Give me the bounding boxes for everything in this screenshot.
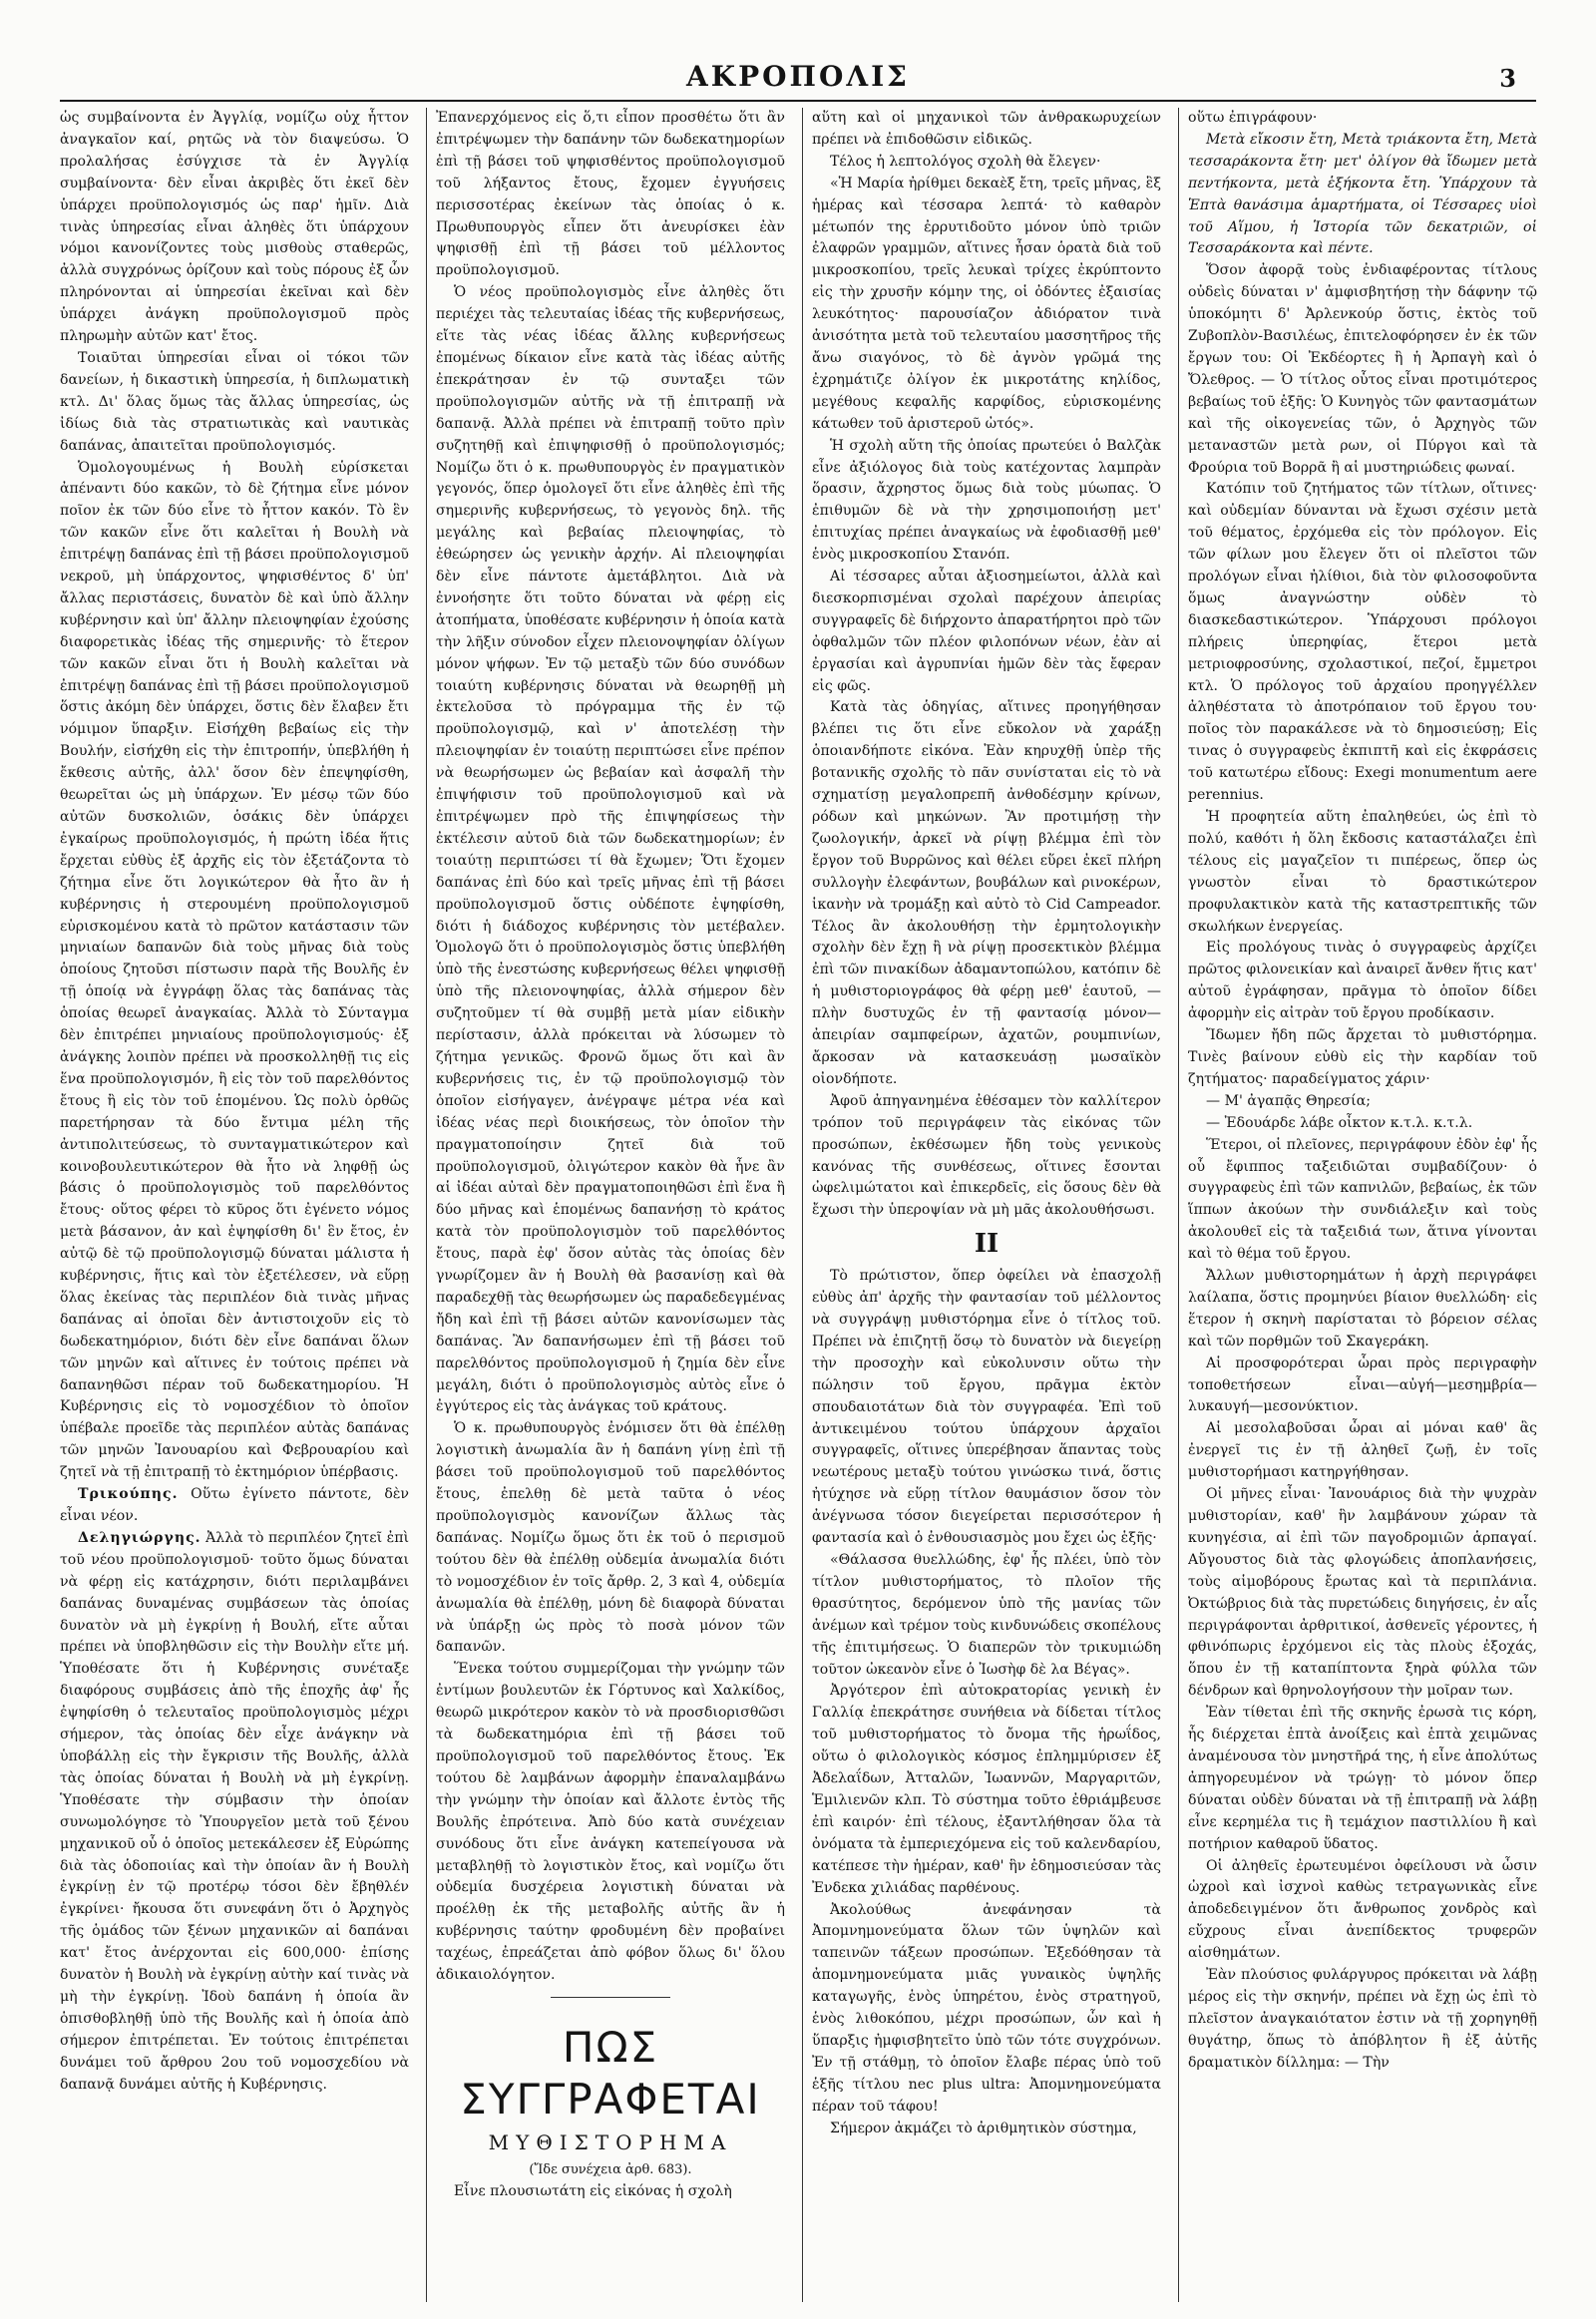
feature-subtitle: ΜΥΘΙΣΤΟΡΗΜΑ	[488, 2129, 733, 2154]
speaker-text: Οὕτω ἐγίνετο πάντοτε, δὲν εἶναι νέον.	[60, 1486, 409, 1524]
paragraph: Ἐὰν πλούσιος φυλάργυρος πρόκειται νὰ λάβῃ μέρος εἰς τὴν σκηνήν, πρέπει νὰ ἔχῃ ὡς ἐπὶ τὸ πλεῖστον ἀναγκαιότατον ἐστιν νὰ τῇ χορηγηθῇ θυγάτηρ, ὅπως τὸ ἀπόβλητον ἢ ἐξ ἀὐτῆς δραματικὸν δίλλημα: — Τὴν	[1188, 1967, 1537, 2071]
paragraph: Ἐὰν τίθεται ἐπὶ τῆς σκηνῆς ἐρωσὰ τις κόρη, ἧς διέρχεται ἑπτὰ ἀνοίξεις καὶ ἑπτὰ χειμῶνας ἀναμένουσα τὸν μνηστῆρά της, ἡ εἶνε ἀπολύτως ἀπηγορευμένον νὰ τρώγῃ· τὸ μόνον ὅπερ δύναται οὐδὲν δύναται νὰ τῇ ἐπιτραπῇ νὰ λάβῃ εἶνε κερημέλα τις ἢ τεμάχιον παστιλλίου ἢ καὶ ποτήριον καθαροῦ ὕδατος.	[1188, 1705, 1537, 1852]
speaker-text: Ἀλλὰ τὸ περιπλέον ζητεῖ ἐπὶ τοῦ νέου προϋπολογισμοῦ· τοῦτο ὅμως δύναται νὰ φέρῃ εἰς κατάχρησιν, διότι περιλαμβάνει δαπάνας δυναμένας συμβάσεων τὰς ὁποίας δυνατὸν νὰ μὴ ἐγκρίνῃ ἡ Βουλή, εἴτε αὗται πρέπει νὰ ὑποβληθῶσιν εἰς τὴν Βουλὴν εἴτε μή. Ὑποθέσατε ὅτι ἡ Κυβέρνησις συνέταξε διαφόρους συμβάσεις ἀπὸ τῆς ἐποχῆς ἀφ' ἧς ἐψηφίσθη ὁ τελευταῖος προϋπολογισμὸς μέχρι σήμερον, τὰς ὁποίας δὲν εἶχε ἀνάγκην νὰ ὑποβάλλῃ εἰς τὴν ἔγκρισιν τῆς Βουλῆς, ἀλλὰ τὰς ὁποίας δύναται ἡ Βουλὴ νὰ μὴ ἐγκρίνῃ. Ὑποθέσατε τὴν σύμβασιν τὴν ὁποίαν συνωμολόγησε τὸ Ὑπουργεῖον μετὰ τοῦ ξένου μηχανικοῦ οὗ ὁ ὁποῖος μετεκάλεσεν ἐξ Εὐρώπης διὰ τὰς ὁδοποιίας καὶ τὴν ὁποίαν ἂν ἡ Βουλὴ ἐγκρίνῃ ἐν τῷ προτέρῳ τόσοι δὲν ἔβηθλέν ἐγκρίνει· ἤκουσα ὅτι συνεφάνη ὅτι ὁ Ἀρχηγὸς τῆς ὁμάδος τῶν ξένων μηχανικῶν αἱ δαπάναι κατ' ἔτος ἀνέρχονται εἰς 600,000· ἐπίσης δυνατὸν ἡ Βουλὴ νὰ ἐγκρίνῃ αὐτὴν καί τινὰς νὰ μὴ τὴν ἐγκρίνῃ. Ἰδοὺ δαπάνη ἡ ὁποία ἂν ὁπισθοβληθῇ ὑπὸ τῆς Βουλῆς καὶ ἡ ὁποία ἀπὸ σήμερον ἐπιτρέπεται. Ἐν τούτοις ἐπιτρέπεται δυνάμει τοῦ ἄρθρου 2ου τοῦ νομοσχεδίου νὰ δαπανᾷ δυνάμει αὐτῆς ἡ Κυβέρνησις.	[60, 1529, 409, 2093]
paragraph: Ὅσον ἀφορᾷ τοὺς ἐνδιαφέροντας τίτλους οὐδεὶς δύναται ν' ἀμφισβητήσῃ τὴν δάφνην τῷ ὑποκόμητι δ' Ἀρλενκούρ ὅστις, ἐκτὸς τοῦ Ζυβοπλὸν-Βασιλέως, ἐπιτελοφόρησεν ἐν ἐκ τῶν ἔργων του: Οἱ Ἐκδέορτες ἢ ἡ Ἀρπαγὴ καὶ ὁ Ὄλεθρος. — Ὁ τίτλος οὗτος εἶναι προτιμότερος βεβαίως τοῦ ἑξῆς: Ὁ Κυνηγὸς τῶν φαντασμάτων καὶ τῆς οἰκογενείας τῶν, ὁ Ἀρχηγὸς τῶν μεταναστῶν μετὰ ρων, οἱ Πύργοι καὶ τὰ Φρούρια τοῦ Βορρᾶ ἢ αἱ μυστηριώδεις φωναί.	[1188, 262, 1537, 476]
separator	[551, 1997, 670, 1998]
column-1	[60, 108, 409, 2302]
paragraph: «Ἡ Μαρία ἠρίθμει δεκαὲξ ἔτη, τρεῖς μῆνας, ἓξ ἡμέρας καὶ τέσσαρα λεπτά· τὸ καθαρὸν μέτωπόν της ἐρρυτιδοῦτο μόνον ὑπὸ τριῶν ἐλαφρῶν γραμμῶν, αἵτινες ἦσαν ὁρατὰ διὰ τοῦ μικροσκοπίου, τρεῖς λευκαὶ τρίχες ἐκρύπτοντο εἰς τὴν χρυσῆν κόμην της, οἱ ὀδόντες ἐξαισίας λευκότητος· παρουσίαζον ἀδιόρατον τινὰ ἀνισότητα μετὰ τοῦ τελευταίου μασσητῆρος τῆς ἄνω σιαγόνος, τὸ δὲ ἀγνὸν γρῶμά της ἐχρημάτιζε ὀλίγον ἐκ μικροτάτης κηλίδος, μεγέθους κεφαλῆς καρφίδος, εὑρισκομένης κάτωθεν τοῦ ἀριστεροῦ ὠτός».	[812, 175, 1161, 432]
paragraph: Οἱ ἀληθεῖς ἐρωτευμένοι ὀφείλουσι νὰ ὦσιν ὠχροὶ καὶ ἰσχνοὶ καθὼς τετραγωνικὰς εἶνε ἀποδεδειγμένον ὅτι ἄνθρωπος χονδρὸς καὶ εὔχρους εἶναι ἀνεπίδεκτος τρυφερῶν αἰσθημάτων.	[1188, 1857, 1537, 1962]
columns	[60, 108, 1536, 2302]
paragraph: Εἰς προλόγους τινὰς ὁ συγγραφεὺς ἀρχίζει πρῶτος φιλονεικίαν καὶ ἀναιρεῖ ἄνθεν ἥτις κατ' αὐτοῦ ἐγράφησαν, πρᾶγμα τὸ ὁποῖον δίδει ἀφορμὴν εἰς αἰτρὰν τοῦ ἔργου προδίκασιν.	[1188, 940, 1537, 1022]
feature-reference: (Ἴδε συνέχεια ἀρθ. 683).	[529, 2161, 692, 2177]
speaker-name: Τρικούπης.	[78, 1486, 179, 1503]
paragraph: Αἱ προσφορότεραι ὧραι πρὸς περιγραφὴν τοποθετήσεων εἶναι—αὐγή—μεσημβρία—λυκαυγή—μεσονύκτιον.	[1188, 1354, 1537, 1415]
paragraph: Ὁμολογουμένως ἡ Βουλὴ εὑρίσκεται ἀπέναντι δύο κακῶν, τὸ δὲ ζήτημα εἶνε μόνον ποῖον ἐκ τῶν δύο εἶνε τὸ ἧττον κακόν. Τὸ ἓν τῶν κακῶν εἶνε ὅτι καλεῖται ἡ Βουλὴ νὰ ἐπιτρέψῃ δαπάνας ἐπὶ τῇ βάσει προϋπολογισμοῦ νεκροῦ, μὴ ὑπάρχοντος, ψηφισθέντος δ' ὑπ' ἄλλας περιστάσεις, δυνατὸν δὲ καὶ ὑπὸ ἄλλην κυβέρνησιν καὶ ὑπ' ἄλλην πλειοψηφίαν ἐχούσης διαφορετικὰς ἰδέας τῆς σημερινῆς· τὸ ἕτερον τῶν κακῶν εἶναι ὅτι ἡ Βουλὴ καλεῖται νὰ ἐπιτρέψῃ δαπάνας ἐπὶ τῇ βάσει προϋπολογισμοῦ ὅστις ἀκόμη δὲν ὑπάρχει, ὅστις δὲν ἔλαβεν ἔτι νόμιμον ὕπαρξιν. Εἰσήχθη βεβαίως εἰς τὴν Βουλήν, εἰσήχθη εἰς τὴν ἐπιτροπήν, ὑπεβλήθη ἡ ἔκθεσις αὐτῆς, ἀλλ' ὅσον δὲν ἐπεψηφίσθη, θεωρεῖται ὡς μὴ ὑπάρχων. Ἐν μέσῳ τῶν δύο αὐτῶν δυσκολιῶν, ὁσάκις δὲν ὑπάρχει ἐγκαίρως προϋπολογισμός, ἡ πρώτη ἰδέα ἥτις ἔρχεται εὐθὺς ἐξ ἀρχῆς εἰς τὸν ἐξετάζοντα τὸ ζήτημα εἶνε ὅτι λογικώτερον θὰ ἦτο ἂν ἡ κυβέρνησις ἡ στερουμένη προϋπολογισμοῦ εὑρισκομένου κατὰ τὸ πρῶτον κατάστασιν τῶν μηνιαίων δαπανῶν διὰ τοὺς μῆνας διὰ τοὺς ὁποίους ζητοῦσι πίστωσιν παρὰ τῆς Βουλῆς ἐν τῇ ὁποίᾳ νὰ ἐγγράφῃ ὅλας τὰς δαπάνας τὰς ὁποίας θεωρεῖ ἀναγκαίας. Ἀλλὰ τὸ Σύνταγμα δὲν ἐπιτρέπει μηνιαίους προϋπολογισμούς· ἐξ ἀνάγκης λοιπὸν πρέπει νὰ προσκολληθῇ τις εἰς ἕνα προϋπολογισμόν, ἢ εἰς τὸν τοῦ παρελθόντος ἔτους ἢ εἰς τὸν τοῦ ἑπομένου. Ὡς πολὺ ὀρθῶς παρετήρησαν τὰ δύο ἔντιμα μέλη τῆς ἀντιπολιτεύσεως, τὸ συνταγματικώτερον καὶ κοινοβουλευτικώτερον θὰ ἦτο νὰ ληφθῇ ὡς βάσις ὁ προϋπολογισμὸς τοῦ παρελθόντος ἔτους· οὕτος φέρει τὸ κῦρος ὅτι ἐγένετο νόμος μετὰ βάσανον, ἀν καὶ ἐψηφίσθη δι' ἓν ἔτος, ἐν αὐτῷ δὲ τῷ προϋπολογισμῷ δύναται μάλιστα ἡ κυβέρνησις, ἥτις καὶ τὸν ἐξετέλεσεν, νὰ εὕρῃ ὅλας ἐκείνας τὰς περιπλέον διὰ τινὰς μῆνας δαπάνας αἱ ὁποῖαι δὲν ἀντιστοιχοῦν εἰς τὸ δωδεκατημόριον, διότι δὲν εἶνε δαπάναι ὅλων τῶν μηνῶν καὶ αἵτινες ἐν τούτοις πρέπει νὰ δαπανηθῶσι πέραν τοῦ δωδεκατημορίου. Ἡ Κυβέρνησις εἰς τὸ νομοσχέδιον τὸ ὁποῖον ὑπέβαλε προεῖδε τὰς περιπλέον αὐτὰς δαπάνας τῶν μηνῶν Ἰανουαρίου καὶ Φεβρουαρίου καὶ ζητεῖ νὰ τῇ ἐπιτραπῇ τὸ ἐκτημόριον ὑπέρβασις.	[60, 459, 409, 1481]
paragraph: Αἱ τέσσαρες αὗται ἀξιοσημείωτοι, ἀλλὰ καὶ διεσκορπισμέναι σχολαὶ παρέχουν ἀπειρίας συγγραφεῖς δὲ διήρχοντο ἀπαρατήρητοι πρὸ τῶν ὀφθαλμῶν τῶν πλέον φιλοπόνων νέων, ἐὰν αἱ ἐργασίαι καὶ ἀγρυπνίαι ἡμῶν δὲν τὰς ἔφεραν εἰς φῶς.	[812, 569, 1161, 694]
masthead	[60, 60, 1536, 102]
paragraph: Ἡ προφητεία αὕτη ἐπαληθεύει, ὡς ἐπὶ τὸ πολύ, καθότι ἡ ὅλη ἔκδοσις καταστάλαζει ἐπὶ τέλους εἰς μαγαζεῖον τι πιπέρεως, ὅπερ ὠς γνωστὸν εἶναι τὸ δραστικώτερον προφυλακτικὸν κατὰ τῆς καταστρεπτικῆς τῶν σκωλήκων ἐνεργείας.	[1188, 809, 1537, 935]
paragraph: Ἀργότερον ἐπὶ αὐτοκρατορίας γενικὴ ἐν Γαλλίᾳ ἐπεκράτησε συνήθεια νὰ δίδεται τίτλος τοῦ μυθιστορήματος τὸ ὄνομα τῆς ἡρωΐδος, οὕτω ὁ φιλολογικὸς κόσμος ἐπλημμύρισεν ἐξ Ἀδελαΐδων, Ἀτταλῶν, Ἰωαννῶν, Μαργαριτῶν, Ἑμιλιενῶν κλπ. Τὸ σύστημα τοῦτο ἐθριάμβευσε ἐπὶ καιρόν· ἐπὶ τέλους, ἐξαντλήθησαν ὅλα τὰ ὀνόματα τὰ ἐμπεριεχόμενα εἰς τοῦ καλενδαρίου, κατέπεσε τὴν ἡμέραν, καθ' ἣν ἐδημοσιεύσαν τὰς Ἐνδεκα χιλιάδας παρθένους.	[812, 1683, 1161, 1896]
page-number: 3	[1499, 64, 1516, 93]
paragraph: — Μ' ἀγαπᾷς Θηρεσία;	[1206, 1092, 1371, 1109]
paragraph: Ἐπανερχόμενος εἰς ὅ,τι εἶπον προσθέτω ὅτι ἂν ἐπιτρέψωμεν τὴν δαπάνην τῶν δωδεκατημορίων ἐπὶ τῇ βάσει τοῦ ψηφισθέντος προϋπολογισμοῦ τοῦ λήξαντος ἔτους, ἔχομεν ἐγγυήσεις περισσοτέρας ἐκείνων τὰς ὁποίας ὁ κ. Πρωθυπουργὸς εἶπεν ὅτι ἀνευρίσκει ἐὰν ψηφισθῇ ἐπὶ τῇ βάσει τοῦ μέλλοντος προϋπολογισμοῦ.	[436, 110, 785, 279]
speaker-name: Δεληγιώργης.	[78, 1529, 201, 1546]
paragraph: Κατόπιν τοῦ ζητήματος τῶν τίτλων, οἵτινες· καὶ οὐδεμίαν δύνανται νὰ ἔχωσι σχέσιν μετὰ τοῦ θέματος, ἐρχόμεθα εἰς τὸν πρόλογον. Εἰς τῶν φίλων μου ἔλεγεν ὅτι οἱ πλεῖστοι τῶν προλόγων εἶναι ἠλίθιοι, διὰ τὸν φιλοσοφοῦντα ὅμως ἀναγνώστην οὐδὲν τὸ διασκεδαστικώτερον. Ὑπάρχουσι πρόλογοι πλήρεις ὑπερηφίας, ἕτεροι μετὰ μετριοφροσύνης, σχολαστικοί, πεζοί, ἔμμετροι κτλ. Ὁ πρόλογος τοῦ ἀρχαίου προηγγέλλεν ἀληθέστατα τὸ ἀποτρόπαιον τοῦ ἔργου του· ποῖος τὸν παρακάλεσε νὰ τὸ δημοσιεύσῃ; Εἰς τινας ὁ συγγραφεὺς ἐκπιπτῆ καὶ εἰς ἐκφράσεις τοῦ κατωτέρω εἴδους: Exegi monumentum aere perennius.	[1188, 481, 1537, 804]
paragraph: Κατὰ τὰς ὁδηγίας, αἵτινες προηγήθησαν βλέπει τις ὅτι εἶνε εὔκολον νὰ χαράξῃ ὁποιανδήποτε εἰκόνα. Ἐὰν κηρυχθῇ ὑπὲρ τῆς βοτανικῆς σχολῆς τὸ πᾶν συνίσταται εἰς τὸ νὰ σχηματίσῃ μεγαλοπρεπῆ ἀνθοδέσμην κρίνων, ρόδων καὶ μηκώνων. Ἂν προτιμήσῃ τὴν ζωολογικήν, ἀρκεῖ νὰ ρίψῃ βλέμμα ἐπὶ τὸν ἔργον τοῦ Βυρρῶνος καὶ θέλει εὕρει ἐκεῖ πλήρη συλλογὴν ἐλεφάντων, βουβάλων καὶ ρινοκέρων, ἱκανὴν νὰ τρομάξῃ καὶ αὐτὸ τὸ Cid Campeador. Τέλος ἂν ἀκολουθήσῃ τὴν ἐρμητολογικὴν σχολὴν δὲν ἔχῃ ἢ νὰ ρίψῃ προσεκτικὸν βλέμμα ἐπὶ τῶν πινακίδων ἀδαμαντοπώλου, κατόπιν δὲ ἡ μυθιστοριογράφος θὰ φέρῃ μεθ' ἑαυτοῦ, —πλὴν δυστυχῶς ἐν τῇ φαντασίᾳ μόνον—ἀπειρίαν σαμπφείρων, ἀχατῶν, ρουμπινίων, ἄρκοσαν νὰ κατασκευάσῃ μωσαϊκὸν οἰονδήποτε.	[812, 699, 1161, 1087]
newspaper-title: ΑΚΡΟΠΟΛΙΣ	[686, 60, 910, 93]
paragraph: Ἡ σχολὴ αὕτη τῆς ὁποίας πρωτεύει ὁ Βαλζὰκ εἶνε ἀξιόλογος διὰ τοὺς κατέχοντας λαμπρὰν ὅρασιν, ἄχρηστος ὅμως διὰ τοὺς μύωπας. Ὁ ἐπιθυμῶν δὲ νὰ τὴν χρησιμοποιήσῃ μετ' ἐπιτυχίας πρέπει ἀναγκαίως νὰ ἐφοδιασθῇ μεθ' ἑνὸς μικροσκοπίου Στανόπ.	[812, 437, 1161, 564]
paragraph: Τέλος ἡ λεπτολόγος σχολὴ θὰ ἔλεγεν·	[830, 153, 1101, 170]
column-rule	[426, 108, 427, 2302]
column-4	[1188, 108, 1537, 2302]
paragraph: Ἕνεκα τούτου συμμερίζομαι τὴν γνώμην τῶν ἐντίμων βουλευτῶν ἐκ Γόρτυνος καὶ Χαλκίδος, θεωρῶ μικρότερον κακὸν τὸ νὰ προσδιορισθῶσι τὰ δωδεκατημόρια ἐπὶ τῇ βάσει τοῦ προϋπολογισμοῦ τοῦ παρελθόντος ἔτους. Ἐκ τούτου δὲ λαμβάνων ἀφορμὴν ἐπαναλαμβάνω τὴν γνώμην τὴν ὁποίαν καὶ ἄλλοτε ἐντὸς τῆς Βουλῆς ἐπρότεινα. Ἀπὸ δύο κατὰ συνέχειαν συνόδους ὅτι εἶνε ἀνάγκη κατεπείγουσα νὰ μεταβληθῇ τὸ λογιστικὸν ἔτος, καὶ νομίζω ὅτι οὐδεμία δυσχέρεια λογιστικὴ δύναται νὰ προέλθῃ ἐκ τῆς μεταβολῆς αὐτῆς ἂν ἡ κυβέρνησις ταύτην φροδυμένη δὲν προβαίνει ταχέως, ἐπρεάζεται ἀπὸ φόβον ὅλως δι' ὅλου ἀδικαιολόγητον.	[436, 1661, 785, 1984]
paragraph: — Ἐδουάρδε λάβε οἶκτον κ.τ.λ. κ.τ.λ.	[1206, 1114, 1473, 1131]
section-number: ΙΙ	[974, 1229, 999, 1260]
column-rule	[802, 108, 803, 2302]
paragraph: Ἀκολούθως ἀνεφάνησαν τὰ Ἀπομνημονεύματα ὅλων τῶν ὑψηλῶν καὶ ταπεινῶν τάξεων προσώπων. Ἐξεδόθησαν τὰ ἀπομνημονεύματα μιᾶς γυναικὸς ὑψηλῆς καταγωγῆς, ἑνὸς ὑπηρέτου, ἑνὸς στρατηγοῦ, ἑνὸς λιθοκόπου, μέχρι προσώπων, ὧν καὶ ἡ ὕπαρξις ἠμφισβητεῖτο ὑπὸ τῶν τότε συγχρόνων. Ἐν τῇ στάθμῃ, τὸ ὁποῖον ἔλαβε πέρας ὑπὸ τοῦ ἑξῆς τίτλου nec plus ultra: Ἀπομνημονεύματα πέραν τοῦ τάφου!	[812, 1901, 1161, 2115]
paragraph: Ἀφοῦ ἀπηγανημένα ἐθέσαμεν τὸν καλλίτερον τρόπον τοῦ περιγράφειν τὰς εἰκόνας τῶν προσώπων, ἐκθέσωμεν ἤδη τοὺς γενικοὺς κανόνας τῆς συνθέσεως, οἵτινες ἔσονται ὠφελιμώτατοι καὶ ἐπικερδεῖς, εἰς ὅσους δὲν θὰ ἔχωσι τὴν ὑπεροψίαν νὰ μὴ μᾶς ἀκολουθήσωσι.	[812, 1092, 1161, 1219]
column-2	[436, 108, 785, 2302]
paragraph: Ἄλλων μυθιστορημάτων ἡ ἀρχὴ περιγράφει λαίλαπα, ὅστις προμηνύει βίαιον θυελλώδη· εἰς ἕτερον ἡ σκηνὴ παρίσταται τὸ βόρειον σέλας καὶ τῶν πορθμῶν τοῦ Σκαγεράκη.	[1188, 1268, 1537, 1350]
paragraph: Ὁ νέος προϋπολογισμὸς εἶνε ἀληθὲς ὅτι περιέχει τὰς τελευταίας ἰδέας τῆς κυβερνήσεως, εἴτε τὰς νέας ἰδέας ἄλλης κυβερνήσεως ἐπομένως δίκαιον εἶνε κατὰ τὰς ἰδέας αὐτῆς ἐπεκράτησαν ἐν τῷ συνταξει τῶν προϋπολογισμῶν αὐτῆς νὰ τῇ ἐπιτραπῇ νὰ δαπανᾷ. Ἀλλὰ πρέπει νὰ ἐπιτραπῇ τοῦτο πρὶν συζητηθῇ καὶ ἐπιψηφισθῇ ὁ προϋπολογισμός; Νομίζω ὅτι ὁ κ. πρωθυπουργὸς ἐν πραγματικὸν γεγονός, ὅπερ ὁμολογεῖ ὅτι εἶνε ἀληθὲς ἐπὶ τῆς σημερινῆς κυβερνήσεως, τὸ γεγονὸς δηλ. τῆς μεγάλης καὶ βεβαίας πλειοψηφίας, τὸ ἐθεώρησεν ὡς γενικὴν ἀρχήν. Αἱ πλειοψηφίαι δὲν εἶνε πάντοτε ἀμετάβλητοι. Διὰ νὰ ἐννοήσητε ὅτι τοῦτο δύναται νὰ φέρῃ εἰς ἀτοπήματα, ὑποθέσατε κυβέρνησιν ἡ ὁποία κατὰ τὴν λῆξιν σύνοδον εἶχεν πλειονοψηφίαν ὀλίγων μόνον ψήφων. Ἐν τῷ μεταξὺ τῶν δύο συνόδων τοιαύτη κυβέρνησις δύναται νὰ θεωρηθῇ μὴ ἐκτελοῦσα τὸ πρόγραμμα τῆς ἐν τῷ προϋπολογισμῷ, καὶ ν' ἀποτελέσῃ τὴν πλειοψηφίαν ἐν τοιαύτῃ περιπτώσει εἶνε πρέπον νὰ θεωρήσωμεν ὡς βεβαίαν καὶ ἀσφαλῆ τὴν ἐπιψήφισιν τοῦ προϋπολογισμοῦ καὶ νὰ ἐπιτρέψωμεν πρὸ τῆς ἐπιψηφίσεως τὴν ἐκτέλεσιν αὐτοῦ διὰ τῶν δωδεκατημορίων; ἐν τοιαύτῃ περιπτώσει τί θὰ ἔχωμεν; Ὅτι ἔχομεν δαπάνας ἐπὶ δύο καὶ τρεῖς μῆνας ἐπὶ τῇ βάσει προϋπολογισμοῦ ὅστις οὐδέποτε ἐψηφίσθη, διότι ἡ διάδοχος κυβέρνησις τὸν μετέβαλεν. Ὁμολογῶ ὅτι ὁ προϋπολογισμὸς ὅστις ὑπεβλήθη ὑπὸ τῆς ἐνεστώσης κυβερνήσεως θέλει ψηφισθῇ ὑπὸ τῆς πλειονοψηφίας, ἀλλὰ σήμερον δὲν συζητοῦμεν τί θὰ συμβῇ μετὰ μίαν εἰδικὴν περίστασιν, ἀλλὰ πρόκειται νὰ λύσωμεν τὸ ζήτημα γενικῶς. Φρονῶ ὅμως ὅτι καὶ ἂν κυβερνήσεις τις, ἐν τῷ προϋπολογισμῷ τὸν ὁποῖον εἰσήγαγεν, ἀνέγραψε μέτρα νέα καὶ ἰδέας νέας περὶ διοικήσεως, τὸν ὁποῖον τὴν πραγματοποίησιν ζητεῖ διὰ τοῦ προϋπολογισμοῦ, ὀλιγώτερον κακὸν θὰ ἦνε ἂν αἱ ἰδέαι αὐταὶ δὲν πραγματοποιηθῶσι ἐπὶ ἕνα ἢ δύο μῆνας καὶ ἑπομένως δαπανήσῃ τὸ κράτος κατὰ τὸν προϋπολογισμὸν τοῦ παρελθόντος ἔτους, παρὰ ἐφ' ὅσον αὐτὰς τὰς ὁποίας δὲν γνωρίζομεν ἂν ἡ Βουλὴ θὰ βασανίσῃ καὶ θὰ παραδεχθῇ τὰς θεωρήσωμεν ὡς παραδεδεγμένας ἤδη καὶ ἐπὶ τῇ βάσει αὐτῶν κανονίσωμεν τὰς δαπάνας. Ἂν δαπανήσωμεν ἐπὶ τῇ βάσει τοῦ παρελθόντος προϋπολογισμοῦ ἡ ζημία δὲν εἶνε μεγάλη, διότι ὁ προϋπολογισμὸς αὐτὸς εἶνε ὁ ἐγγύτερος εἰς τὰς ἀνάγκας τοῦ κράτους.	[436, 284, 785, 1415]
column-rule	[1178, 108, 1179, 2302]
paragraph: αὕτη καὶ οἱ μηχανικοὶ τῶν ἀνθρακωρυχείων πρέπει νὰ ἐπιδοθῶσιν εἰδικῶς.	[812, 110, 1161, 148]
paragraph: Μετὰ εἴκοσιν ἔτη, Μετὰ τριάκοντα ἔτη, Μετὰ τεσσαράκοντα ἔτη· μετ' ὀλίγον θὰ ἴδωμεν μετὰ πεντήκοντα, μετὰ ἑξήκοντα ἔτη. Ὑπάρχουν τὰ Ἑπτὰ θανάσιμα ἁμαρτήματα, οἱ Τέσσαρες υἱοὶ τοῦ Αἵμου, ἡ Ἱστορία τῶν δεκατριῶν, οἱ Τεσσαράκοντα καὶ πέντε.	[1188, 131, 1537, 257]
paragraph: Αἱ μεσολαβοῦσαι ὧραι αἱ μόναι καθ' ἃς ἐνεργεῖ τις ἐν τῇ ἀληθεῖ ζωῇ, ἐν τοῖς μυθιστορήμασι κατηργήθησαν.	[1188, 1420, 1537, 1481]
paragraph: «Θάλασσα θυελλώδης, ἐφ' ἧς πλέει, ὑπὸ τὸν τίτλον μυθιστορήματος, τὸ πλοῖον τῆς θρασύτητος, δερόμενον ὑπὸ τῆς μανίας τῶν ἀνέμων καὶ τρέμον τοὺς κινδυνώδεις σκοπέλους τῆς ἐπιτιμήσεως. Ὁ διαπερῶν τὸν τρικυμιώδη τοῦτον ὠκεανὸν εἶνε ὁ Ἰωσὴφ δὲ λα Βέγας».	[812, 1552, 1161, 1678]
paragraph: Τὸ πρώτιστον, ὅπερ ὀφείλει νὰ ἐπασχολῇ εὐθὺς ἀπ' ἀρχῆς τὴν φαντασίαν τοῦ μέλλοντος νὰ συγγράψῃ μυθιστόρημα εἶνε ὁ τίτλος τοῦ. Πρέπει νὰ ἐπιζητῇ ὅσῳ τὸ δυνατὸν νὰ διεγείρῃ τὴν προσοχὴν καὶ εὐκολυνσιν οὕτω τὴν πώλησιν τοῦ ἔργου, πρᾶγμα ἐκτὸν σπουδαιοτάτων διὰ τὸν συγγραφέα. Ἐπὶ τοῦ ἀντικειμένου τούτου ὑπάρχουν ἀρχαῖοι συγγραφεῖς, οἵτινες ὑπερέβησαν ἅπαντας τοὺς νεωτέρους μεταξὺ τούτου γινώσκω τινά, ὅστις ἠτύχησε νὰ εὕρῃ τίτλον θαυμάσιον ὅσον τὸν ἀνέγνωσα τόσον διεγείρεται περισσότερον ἡ φαντασία καὶ ὁ ἐνθουσιασμὸς μου ἔχει ὡς ἑξῆς·	[812, 1268, 1161, 1547]
feature-heading	[436, 2022, 785, 2181]
column-3	[812, 108, 1161, 2302]
paragraph: Οἱ μῆνες εἶναι· Ἰανουάριος διὰ τὴν ψυχρὰν μυθιστορίαν, καθ' ἣν λαμβάνουν χώραν τὰ κυνηγέσια, αἱ ἐπὶ τῶν παγοδρομιῶν ἁρπαγαί. Αὔγουστος διὰ τὰς φλογώδεις ἀποπλανήσεις, τοὺς αἱμοβόρους ἔρωτας καὶ τὰ περιπλάνια. Ὀκτώβριος διὰ τὰς πυρετώδεις διηγήσεις, ἐν αἷς περιγράφονται ἀρθριτικοί, ἀσθενεῖς γέροντες, ἡ φθινόπωρις ἐρχόμενοι εἰς τὰς πλοὺς ἐξοχάς, ὅπου ἐν τῇ καταπίπτοντα ξηρὰ φύλλα τῶν δένδρων καὶ θρηνολογήσουν τὴν μοῖραν των.	[1188, 1486, 1537, 1700]
paragraph: Ἕτεροι, οἱ πλεῖονες, περιγράφουν ἐδὸν ἐφ' ἧς οὗ ἔφιππος ταξειδιῶται συμβαδίζουν· ὁ συγγραφεὺς ἐπὶ τῶν καπνιλῶν, βεβαίως, ἐκ τῶν ἵππων ἀκούων τὴν συνδιάλεξιν καὶ τοὺς ἀκολουθεῖ εἰς τὰ ταξειδιά των, ἅτινα γίνονται καὶ τὸ θέμα τοῦ ἔργου.	[1188, 1136, 1537, 1263]
paragraph: Τοιαῦται ὑπηρεσίαι εἶναι οἱ τόκοι τῶν δανείων, ἡ δικαστικὴ ὑπηρεσία, ἡ διπλωματικὴ κτλ. Δι' ὅλας ὅμως τὰς ἄλλας ὑπηρεσίας, ὡς ἰδίως διὰ τὰς στρατιωτικὰς καὶ ναυτικὰς δαπάνας, ἀπαιτεῖται προϋπολογισμός.	[60, 349, 409, 454]
paragraph: Ἴδωμεν ἤδη πῶς ἄρχεται τὸ μυθιστόρημα. Τινὲς βαίνουν εὐθὺ εἰς τὴν καρδίαν τοῦ ζητήματος· παραδείγματος χάριν·	[1188, 1027, 1537, 1087]
paragraph: Εἶνε πλουσιωτάτη εἰς εἰκόνας ἡ σχολὴ	[454, 2182, 732, 2199]
paragraph: Ὁ κ. πρωθυπουργὸς ἐνόμισεν ὅτι θὰ ἐπέλθῃ λογιστικὴ ἀνωμαλία ἂν ἡ δαπάνη γίνῃ ἐπὶ τῇ βάσει τοῦ προϋπολογισμοῦ τοῦ παρελθόντος ἔτους, ἐπελθῃ δὲ μετὰ ταῦτα ὁ νέος προϋπολογισμὸς κανονίζων ἄλλως τὰς δαπάνας. Νομίζω ὅμως ὅτι ἐκ τοῦ ὁ περισμοῦ τούτου δὲν θὰ ἐπέλθῃ οὐδεμία ἀνωμαλία διότι τὸ νομοσχέδιον ἐν τοῖς ἄρθρ. 2, 3 καὶ 4, οὐδεμία ἀνωμαλία θὰ ἐπέλθῃ, μόνη δὲ διαφορὰ δύναται νὰ ὑπάρξῃ ὡς πρὸς τὸ ποσὰ μόνον τῶν δαπανῶν.	[436, 1420, 785, 1656]
paragraph: ὡς συμβαίνοντα ἐν Ἀγγλίᾳ, νομίζω οὐχ ἧττον ἀναγκαῖον καί, ρητῶς νὰ τὸν διαψεύσω. Ὁ προλαλήσας ἐσύγχισε τὰ ἐν Ἀγγλίᾳ συμβαίνοντα· δὲν εἶναι ἀκριβὲς ὅτι ἐκεῖ δὲν ὑπάρχει προϋπολογισμός ὡς παρ' ἡμῖν. Διὰ τινὰς ὑπηρεσίας εἶναι ἀληθὲς ὅτι ὑπάρχουν νόμοι κανονίζοντες τοὺς μισθοὺς σταθερῶς, ἀλλὰ συγχρόνως ὁρίζουν καὶ τοὺς πόρους ἐξ ὧν πληρόνονται αἱ ὑπηρεσίαι ἐκεῖναι καὶ δὲν ὑπάρχει ἀνάγκη προϋπολογισμοῦ πρὸς πληρωμὴν αὐτῶν κατ' ἔτος.	[60, 110, 409, 345]
paragraph: Σήμερον ἀκμάζει τὸ ἀριθμητικὸν σύστημα,	[830, 2120, 1137, 2136]
paragraph: οὕτω ἐπιγράφουν·	[1188, 110, 1318, 126]
feature-title: ΠΩΣ ΣΥΓΓΡΑΦΕΤΑΙ	[460, 2022, 761, 2124]
